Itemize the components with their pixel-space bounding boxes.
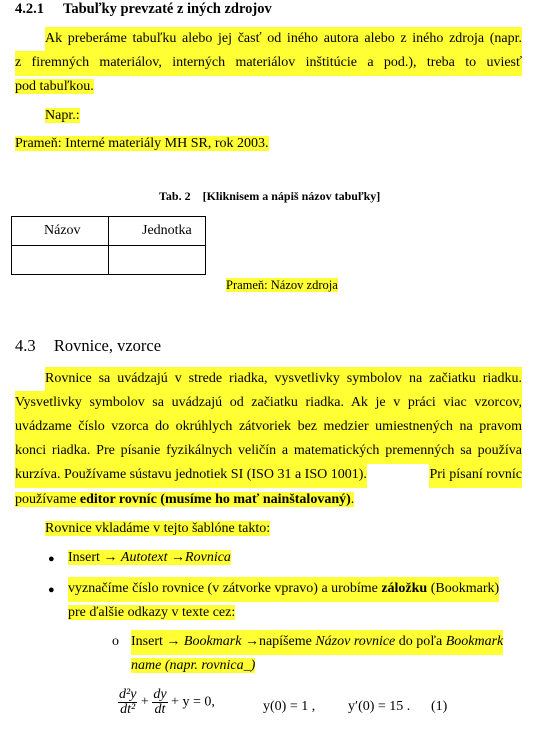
sub-e: do poľa: [395, 634, 446, 649]
frac1-denominator: dt²: [120, 702, 136, 717]
para2-line3: [15, 415, 522, 440]
bullet2-bookmark-bold: záložku: [381, 581, 428, 596]
bullet1-arrow: →: [167, 550, 186, 565]
para2-line4-text: konci riadka. Pre písanie fyzikálnych veličín a matematických premenných sa používa: [15, 443, 522, 458]
para2-line5: [15, 463, 522, 488]
fraction-dy-dt: [152, 688, 167, 717]
source-example-text: Prameň: Interné materiály MH SR, rok 2003.: [15, 136, 269, 151]
para2-line6-c: .: [350, 492, 355, 507]
section-heading-4-3: [15, 336, 161, 356]
para1-line3: [15, 75, 94, 100]
subbullet-line2-text: name (napr. rovnica_): [131, 658, 256, 673]
bullet2-line2-text: pre ďalšie odkazy v texte cez:: [68, 605, 236, 620]
para1-line1: [45, 27, 522, 52]
table-row: [12, 246, 206, 275]
para1-line2-text: z firemných materiálov, interných materiálov inštitúcie a pod.), treba to uviesť: [15, 55, 522, 70]
para1-line1-text: Ak preberáme tabuľku alebo jej časť od iného autora alebo z iného zdroja (napr.: [45, 31, 522, 46]
bullet2-line1: [68, 577, 499, 602]
bullet-dot-icon: ●: [48, 553, 55, 565]
table-caption: Tab. 2 [Kliknisem a nápiš názov tabuľky]: [159, 189, 381, 203]
sub-d: Názov rovnice: [315, 634, 396, 649]
frac1-numerator: d²y: [119, 687, 137, 702]
sub-c: →napíšeme: [241, 634, 316, 649]
frac2-numerator: dy: [153, 687, 167, 702]
table-header-name[interactable]: Názov: [12, 217, 109, 246]
section-title: Rovnice, vzorce: [53, 336, 162, 355]
source-example: [15, 132, 269, 157]
example-table: [11, 216, 206, 275]
para1-line2: [15, 51, 522, 76]
bullet1-rovnica: Rovnica: [185, 550, 231, 565]
table-header-unit[interactable]: Jednotka: [109, 217, 206, 246]
equation-rest: + y = 0,: [171, 694, 215, 710]
initial-condition-1: y(0) = 1 ,: [263, 699, 316, 714]
sub-f: Bookmark: [445, 634, 504, 649]
table-cell[interactable]: [12, 246, 109, 275]
initial-condition-2: y′(0) = 15 .: [348, 699, 411, 714]
bullet2-text-c: (Bookmark): [427, 581, 500, 596]
para2-line6: [15, 488, 354, 513]
subbullet-line1: [131, 630, 503, 655]
fraction-d2y-dt2: [118, 688, 137, 717]
section-heading-4-2-1: [15, 1, 272, 18]
para2-line2: [15, 391, 522, 416]
para2-line5-a: kurzíva. Používame sústavu jednotiek SI (ISO 31 a ISO 1001).: [15, 463, 367, 488]
table-source: [226, 278, 338, 293]
napr-text: Napr.:: [45, 108, 80, 123]
para2-line2-text: Vysvetlivky symbolov sa uvádzajú od začiatku riadka. Ak je v práci viac vzorcov,: [15, 395, 522, 410]
equation-number: (1): [431, 699, 448, 714]
para1-line3-text: pod tabuľkou.: [15, 79, 94, 94]
bullet-dot-icon: ●: [48, 584, 55, 596]
equation-editor-note: editor rovníc (musíme ho mať nainštalovaný): [79, 492, 351, 507]
sub-a: Insert →: [131, 634, 184, 649]
section-number: 4.3: [15, 336, 36, 355]
section-number: 4.2.1: [15, 1, 44, 17]
equation: [118, 688, 215, 717]
frac2-denominator: dt: [154, 702, 166, 717]
bullet2-line2: [68, 601, 235, 626]
napr-label: [45, 104, 80, 129]
para2-line6-a: používame: [15, 492, 80, 507]
bullet1-autotext: Autotext: [120, 550, 168, 565]
table-source-text: Prameň: Názov zdroja: [226, 278, 338, 292]
plus-sign: +: [140, 694, 149, 710]
bullet1-prefix: Insert →: [68, 550, 121, 565]
template-intro-text: Rovnice vkladáme v tejto šablóne takto:: [45, 521, 271, 536]
bullet1: [68, 546, 231, 571]
sub-b: Bookmark: [183, 634, 242, 649]
section-title: Tabuľky prevzaté z iných zdrojov: [63, 1, 272, 17]
subbullet-line2: [131, 654, 255, 679]
template-intro: [45, 517, 270, 542]
subbullet-circle-icon: o: [112, 634, 119, 649]
para2-line5-b: Pri písaní rovníc: [429, 463, 522, 488]
bullet2-text-a: vyznačíme číslo rovnice (v zátvorke vpravo) a urobíme: [68, 581, 382, 596]
table-header-row: [12, 217, 206, 246]
table-cell[interactable]: [109, 246, 206, 275]
para2-line1-text: Rovnice sa uvádzajú v strede riadka, vysvetlivky symbolov na začiatku riadku.: [45, 371, 522, 386]
para2-line3-text: uvádzame číslo vzorca do okrúhlych zátvoriek bez medzier umiestnených na pravom: [15, 419, 522, 434]
para2-line4: [15, 439, 522, 464]
para2-line1: [45, 367, 522, 392]
